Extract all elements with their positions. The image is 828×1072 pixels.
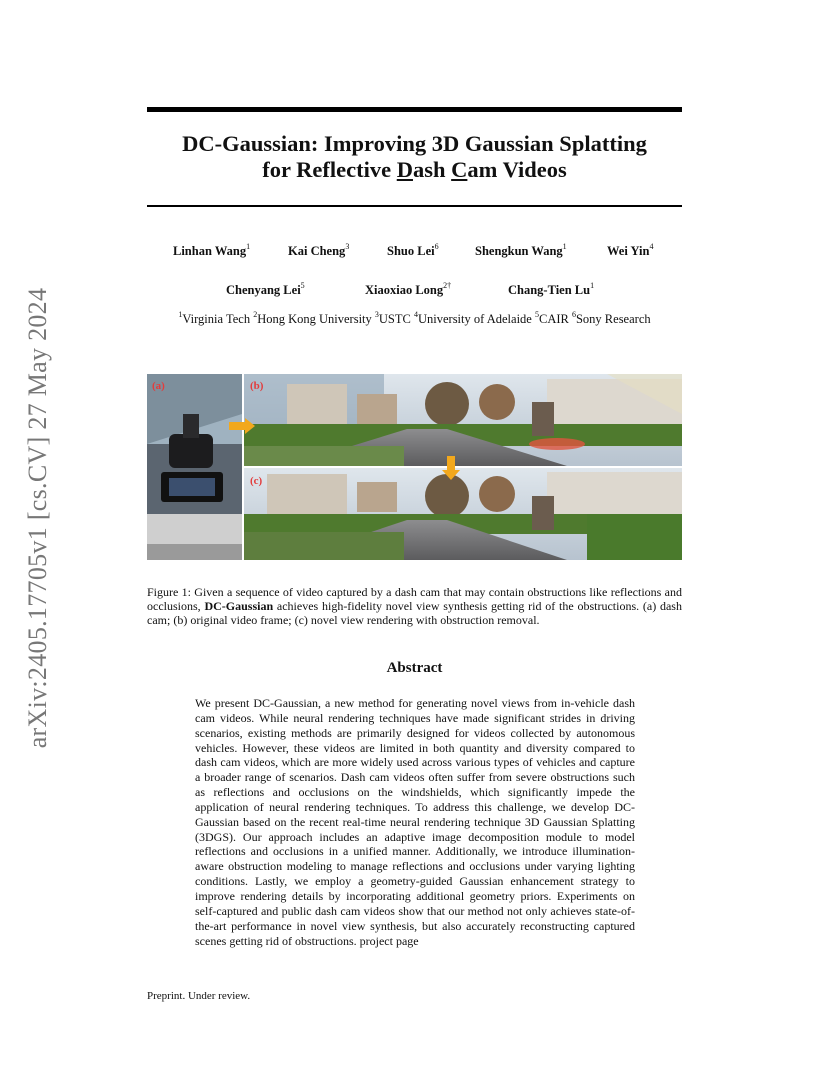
author: Chang-Tien Lu$^1$: [508, 281, 595, 297]
affiliations: $^1$Virginia Tech $^2$Hong Kong University $^3$USTC $^4$University of Adelaide $^5$CAIR $^6$Sony Research: [178, 310, 651, 326]
abstract-heading: Abstract: [386, 660, 443, 676]
figure-caption: Figure 1: Given a sequence of video captured by a dash cam that may contain obstructions like reflections and occlusions, DC-Gaussian achieves high-fidelity novel view synthesis getting rid of the obstructions. (a) dash cam; (b) original video frame; (c) novel view rendering with obstruction removal.: [147, 585, 682, 628]
label-b: (b): [250, 380, 264, 392]
author: Chenyang Lei$^5$: [226, 281, 305, 297]
title-line-1: DC-Gaussian: Improving 3D Gaussian Splatting: [182, 131, 647, 156]
title-line-2: for Reflective Dash Cam Videos: [262, 157, 567, 182]
author: Wei Yin$^4$: [607, 242, 654, 258]
panel-a-dashcam: [147, 374, 242, 560]
author: Xiaoxiao Long$^{2\dagger}$: [365, 281, 452, 297]
abstract-body: We present DC-Gaussian, a new method for generating novel views from in-vehicle dash cam videos. While neural rendering techniques have made significant strides in driving scenarios, existing methods are primarily designed for videos collected by autonomous vehicles. However, these videos are limited in both quantity and diversity compared to dash cam videos, which are more widely used across various types of vehicles and capture a broader range of scenarios. Dash cam videos often suffer from severe obstructions such as reflections and occlusions on the windshields, which significantly impede the application of neural rendering techniques. To address this challenge, we develop DC-Gaussian based on the recent real-time neural rendering technique 3D Gaussian Splatting (3DGS). Our approach includes an adaptive image decomposition module to model reflections and occlusions in a unified manner. Additionally, we introduce illumination-aware obstruction modeling to manage reflections and occlusions under varying lighting conditions. Lastly, we employ a geometry-guided Gaussian enhancement strategy to improve rendering details by incorporating additional geometry priors. Experiments on self-captured and public dash cam videos show that our method not only achieves state-of-the-art performance in novel view synthesis, but also accurately reconstructing captured scenes getting rid of obstructions. project page: [195, 696, 635, 948]
footer-note: Preprint. Under review.: [147, 990, 251, 1002]
panel-b-original-frame: [244, 374, 682, 466]
author: Linhan Wang$^1$: [173, 242, 251, 258]
label-c: (c): [250, 475, 263, 487]
author: Kai Cheng$^3$: [288, 242, 350, 258]
title-rule-top: [147, 107, 682, 112]
figure-illustration: [147, 374, 682, 560]
label-a: (a): [152, 380, 165, 392]
author: Shengkun Wang$^1$: [475, 242, 567, 258]
arxiv-side-label: arXiv:2405.17705v1 [cs.CV] 27 May 2024: [23, 287, 52, 749]
figure-1: [147, 374, 682, 560]
paper-title: [147, 131, 682, 183]
author: Shuo Lei$^6$: [387, 242, 439, 258]
panel-c-novel-view: [244, 468, 682, 560]
title-rule-bottom: [147, 205, 682, 207]
